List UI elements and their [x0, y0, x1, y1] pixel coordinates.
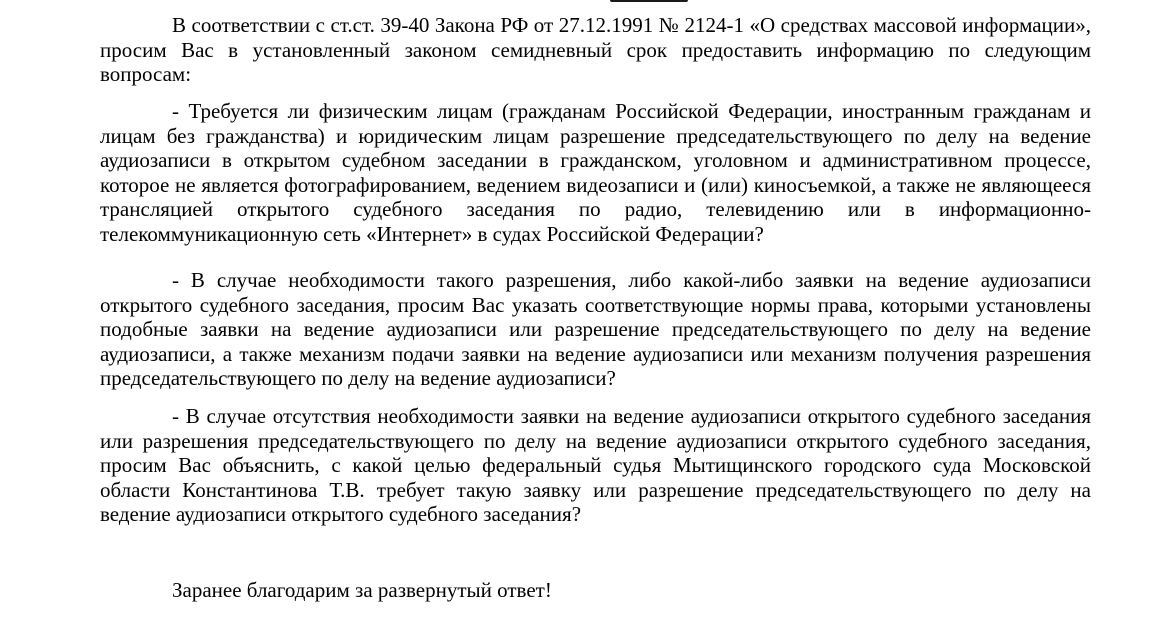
paragraph-question-2: - В случае необходимости такого разрешения, либо какой-либо заявки на ведение аудиозаписи открытого судебного заседания, просим Вас указать соответствующие нормы права, которыми установлены подобные заявки на ведение аудиозаписи или разрешение председательствующего по делу на ведение аудиозаписи, а также механизм подачи заявки на ведение аудиозаписи или механизм получения разрешения председательствующего по делу на ведение аудиозаписи? — [100, 268, 1091, 390]
paragraph-intro: В соответствии с ст.ст. 39-40 Закона РФ от 27.12.1991 № 2124-1 «О средствах массовой информации», просим Вас в установленный законом семидневный срок предоставить информацию по следующим вопросам: — [100, 13, 1091, 86]
paragraph-question-3: - В случае отсутствия необходимости заявки на ведение аудиозаписи открытого судебного заседания или разрешения председательствующего по делу на ведение аудиозаписи открытого судебного заседания, просим Вас объяснить, с какой целью федеральный судья Мытищинского городского суда Московской области Константинова Т.В. требует такую заявку или разрешение председательствующего по делу на ведение аудиозаписи открытого судебного заседания? — [100, 404, 1091, 526]
cut-off-text-fragment — [610, 0, 688, 2]
paragraph-question-1: - Требуется ли физическим лицам (гражданам Российской Федерации, иностранным гражданам и лицам без гражданства) и юридическим лицам разрешение председательствующего по делу на ведение аудиозаписи в открытом судебном заседании в гражданском, уголовном и административном процессе, которое не является фотографированием, ведением видеозаписи и (или) киносъемкой, а также не являющееся трансляцией открытого судебного заседания по радио, телевидению или в информационно-телекоммуникационную сеть «Интернет» в судах Российской Федерации? — [100, 99, 1091, 246]
closing-line: Заранее благодарим за развернутый ответ! — [172, 578, 552, 602]
